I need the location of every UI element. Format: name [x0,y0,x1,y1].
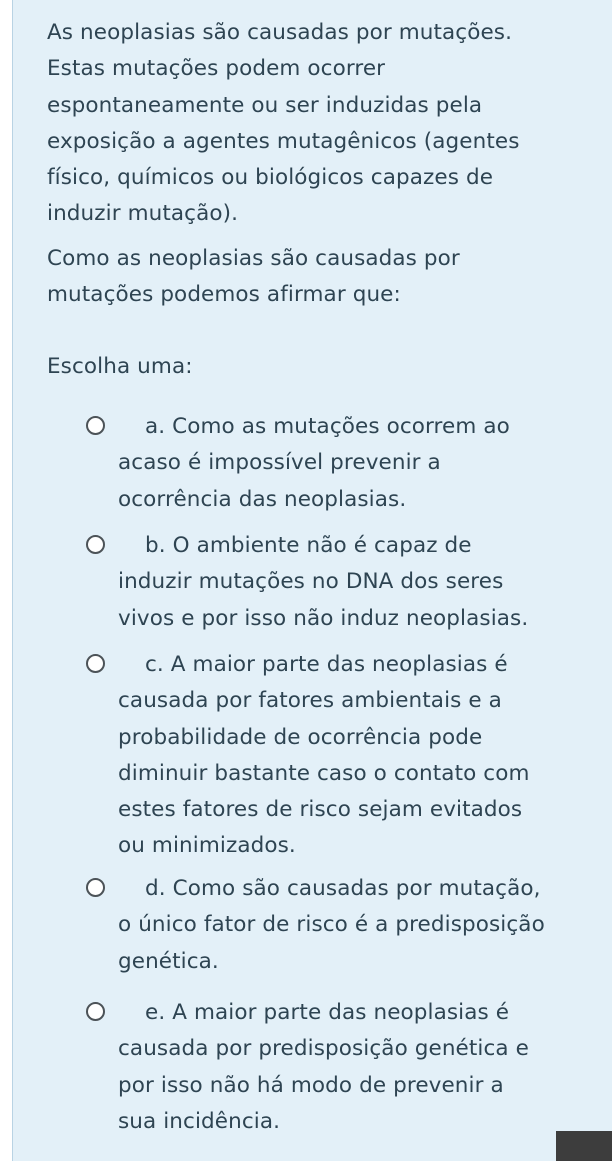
radio-button-c[interactable] [86,654,105,673]
answer-option-b-label[interactable]: b. O ambiente não é capaz de induzir mutações no DNA dos seres vivos e por isso não induz neoplasias. [118,533,529,631]
answer-option-d-label[interactable]: d. Como são causadas por mutação, o único fator de risco é a predisposição genética. [118,876,545,974]
corner-overlay [556,1131,612,1161]
question-stem: Como as neoplasias são causadas por mutações podemos afirmar que: [47,246,460,308]
choose-one-label: Escolha uma: [47,354,193,379]
radio-button-a[interactable] [86,416,105,435]
answer-option-a-label[interactable]: a. Como as mutações ocorrem ao acaso é impossível prevenir a ocorrência das neoplasias. [118,414,510,512]
radio-button-b[interactable] [86,535,105,554]
radio-button-e[interactable] [86,1002,105,1021]
answer-option-c-label[interactable]: c. A maior parte das neoplasias é causada por fatores ambientais e a probabilidade de ocorrência pode diminuir bastante caso o contato com estes fatores de risco sejam evitados ou minimizados. [118,652,530,859]
radio-button-d[interactable] [86,878,105,897]
answer-option-e-label[interactable]: e. A maior parte das neoplasias é causada por predisposição genética e por isso não há modo de prevenir a sua incidência. [118,1000,529,1134]
question-text: As neoplasias são causadas por mutações. Estas mutações podem ocorrer espontaneamente ou ser induzidas pela exposição a agentes mutagênicos (agentes físico, químicos ou biológicos capazes de induzir mutação). [47,20,520,227]
